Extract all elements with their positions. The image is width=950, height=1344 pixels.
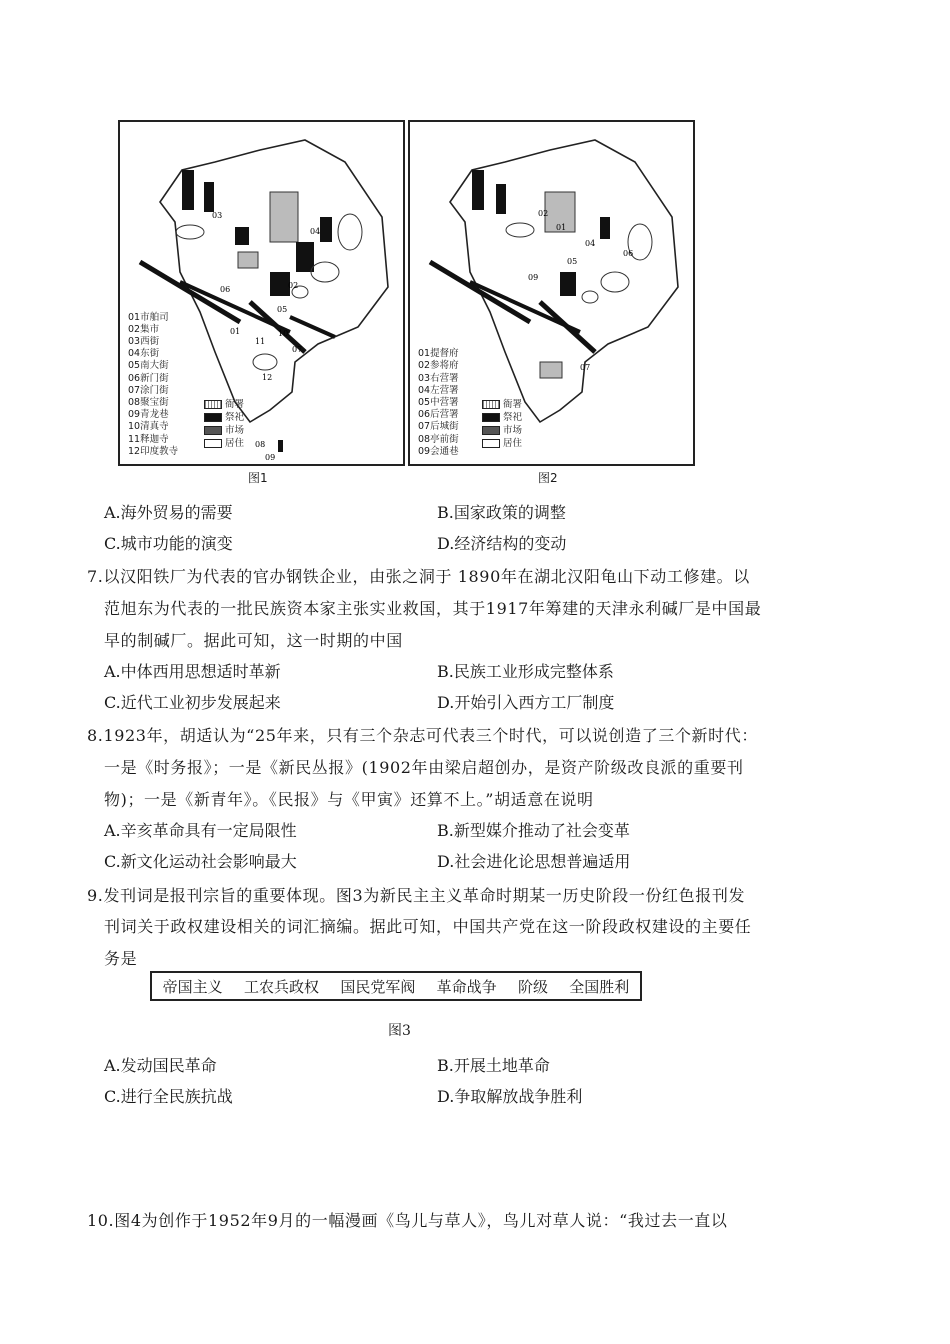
- map-1-label: 09青龙巷: [128, 409, 169, 421]
- figure-3-term: 工农兵政权: [243, 977, 319, 996]
- q8-text-line: 8.1923年，胡适认为“25年来，只有三个杂志可代表三个时代，可以说创造了三个新时代：: [87, 726, 758, 745]
- svg-text:09: 09: [528, 273, 539, 282]
- figure-3-term: 全国胜利: [569, 977, 630, 996]
- svg-text:07: 07: [292, 345, 303, 354]
- svg-text:06: 06: [220, 285, 231, 294]
- q6-option-b[interactable]: B.国家政策的调整: [437, 503, 566, 522]
- map-2-label: 01提督府: [418, 348, 459, 360]
- map-1-label: 01市舶司: [128, 311, 169, 323]
- svg-text:10: 10: [278, 329, 289, 338]
- hatch-swatch-icon: [482, 400, 500, 409]
- map-1-label: 12印度教寺: [128, 445, 179, 457]
- figure-3-term: 帝国主义: [162, 977, 223, 996]
- map-2-label: 07后城街: [418, 421, 459, 433]
- map-1-label: 06新门街: [128, 372, 169, 384]
- mid-swatch-icon: [482, 426, 500, 435]
- figure-3-term: 国民党军阀: [340, 977, 416, 996]
- q9-text-line: 9.发刊词是报刊宗旨的重要体现。图3为新民主主义革命时期某一历史阶段一份红色报刊发: [87, 886, 746, 905]
- svg-text:09: 09: [265, 453, 276, 462]
- map-2-label-list: [418, 348, 459, 458]
- q6-option-d[interactable]: D.经济结构的变动: [437, 534, 567, 553]
- svg-text:11: 11: [255, 337, 266, 346]
- map-1-label: 11释迦寺: [128, 433, 169, 445]
- q8-option-a[interactable]: A.辛亥革命具有一定局限性: [104, 821, 297, 840]
- q7-option-c[interactable]: C.近代工业初步发展起来: [104, 693, 281, 712]
- map-figure-2: [408, 120, 695, 466]
- q9-option-b[interactable]: B.开展土地革命: [437, 1056, 550, 1075]
- q7-option-b[interactable]: B.民族工业形成完整体系: [437, 662, 614, 681]
- q7-option-a[interactable]: A.中体西用思想适时革新: [104, 662, 281, 681]
- q6-option-a[interactable]: A.海外贸易的需要: [104, 503, 233, 522]
- map-1-label: 04东街: [128, 348, 160, 360]
- q6-option-c[interactable]: C.城市功能的演变: [104, 534, 233, 553]
- map-1-label-list: [128, 312, 178, 458]
- map-figure-1: [118, 120, 405, 466]
- dark-swatch-icon: [482, 413, 500, 422]
- mid-swatch-icon: [204, 426, 222, 435]
- empty-swatch-icon: [204, 439, 222, 448]
- dark-swatch-icon: [204, 413, 222, 422]
- q8-text-line: 一是《时务报》；一是《新民丛报》(1902年由梁启超创办，是资产阶级改良派的重要刊: [104, 758, 744, 777]
- q9-text-line: 务是: [104, 949, 138, 968]
- figure-3-caption: 图3: [388, 1023, 411, 1039]
- svg-text:08: 08: [255, 440, 266, 449]
- q9-option-a[interactable]: A.发动国民革命: [104, 1056, 217, 1075]
- q7-option-d[interactable]: D.开始引入西方工厂制度: [437, 693, 615, 712]
- map-1-label: 05南大街: [128, 360, 169, 372]
- svg-text:04: 04: [585, 239, 596, 248]
- map-1-caption: 图1: [248, 471, 268, 485]
- map-1-legend: 衙署 祭祀 市场 居住: [204, 398, 244, 450]
- map-2-label: 06后营署: [418, 409, 459, 421]
- q8-option-b[interactable]: B.新型媒介推动了社会变革: [437, 821, 630, 840]
- svg-text:07: 07: [580, 363, 591, 372]
- svg-text:02: 02: [288, 281, 299, 290]
- city-maps-figure: [118, 120, 684, 485]
- empty-swatch-icon: [482, 439, 500, 448]
- hatch-swatch-icon: [204, 400, 222, 409]
- svg-text:01: 01: [556, 223, 567, 232]
- map-1-label: 03西街: [128, 335, 160, 347]
- q7-text-line: 7.以汉阳铁厂为代表的官办钢铁企业，由张之洞于 1890年在湖北汉阳龟山下动工修建。以: [87, 567, 750, 586]
- map-2-label: 09会通巷: [418, 445, 459, 457]
- q9-text-line: 刊词关于政权建设相关的词汇摘编。据此可知，中国共产党在这一阶段政权建设的主要任: [104, 917, 752, 936]
- map-2-legend: 衙署 祭祀 市场 居住: [482, 398, 522, 450]
- q8-option-c[interactable]: C.新文化运动社会影响最大: [104, 852, 297, 871]
- map-1-label: 02集市: [128, 323, 160, 335]
- map-2-label: 08亭前街: [418, 433, 459, 445]
- q8-option-d[interactable]: D.社会进化论思想普遍适用: [437, 852, 631, 871]
- map-2-label: 03右营署: [418, 372, 459, 384]
- svg-text:06: 06: [623, 249, 634, 258]
- map-2-label: 02参将府: [418, 360, 459, 372]
- figure-3-term-box: [150, 971, 642, 1001]
- svg-text:05: 05: [277, 305, 288, 314]
- figure-3-term: 革命战争: [436, 977, 497, 996]
- q8-text-line: 物)；一是《新青年》。《民报》与《甲寅》还算不上。”胡适意在说明: [104, 790, 594, 809]
- map-1-label: 07涂门街: [128, 384, 169, 396]
- svg-text:04: 04: [310, 227, 321, 236]
- svg-text:02: 02: [538, 209, 549, 218]
- map-1-label: 10清真寺: [128, 421, 169, 433]
- q9-option-d[interactable]: D.争取解放战争胜利: [437, 1087, 583, 1106]
- figure-3-term: 阶级: [517, 977, 548, 996]
- svg-text:03: 03: [212, 211, 223, 220]
- svg-text:12: 12: [262, 373, 273, 382]
- map-2-label: 05中营署: [418, 396, 459, 408]
- map-2-label: 04左营署: [418, 384, 459, 396]
- q7-text-line: 早的制碱厂。据此可知，这一时期的中国: [104, 631, 403, 650]
- map-2-caption: 图2: [538, 471, 558, 485]
- q7-text-line: 范旭东为代表的一批民族资本家主张实业救国，其于1917年筹建的天津永利碱厂是中国最: [104, 599, 762, 618]
- svg-text:05: 05: [567, 257, 578, 266]
- q9-option-c[interactable]: C.进行全民族抗战: [104, 1087, 233, 1106]
- svg-text:01: 01: [230, 327, 241, 336]
- map-1-label: 08聚宝街: [128, 396, 169, 408]
- q10-text-line: 10.图4为创作于1952年9月的一幅漫画《鸟儿与草人》，鸟儿对草人说：“我过去一直以: [87, 1211, 728, 1230]
